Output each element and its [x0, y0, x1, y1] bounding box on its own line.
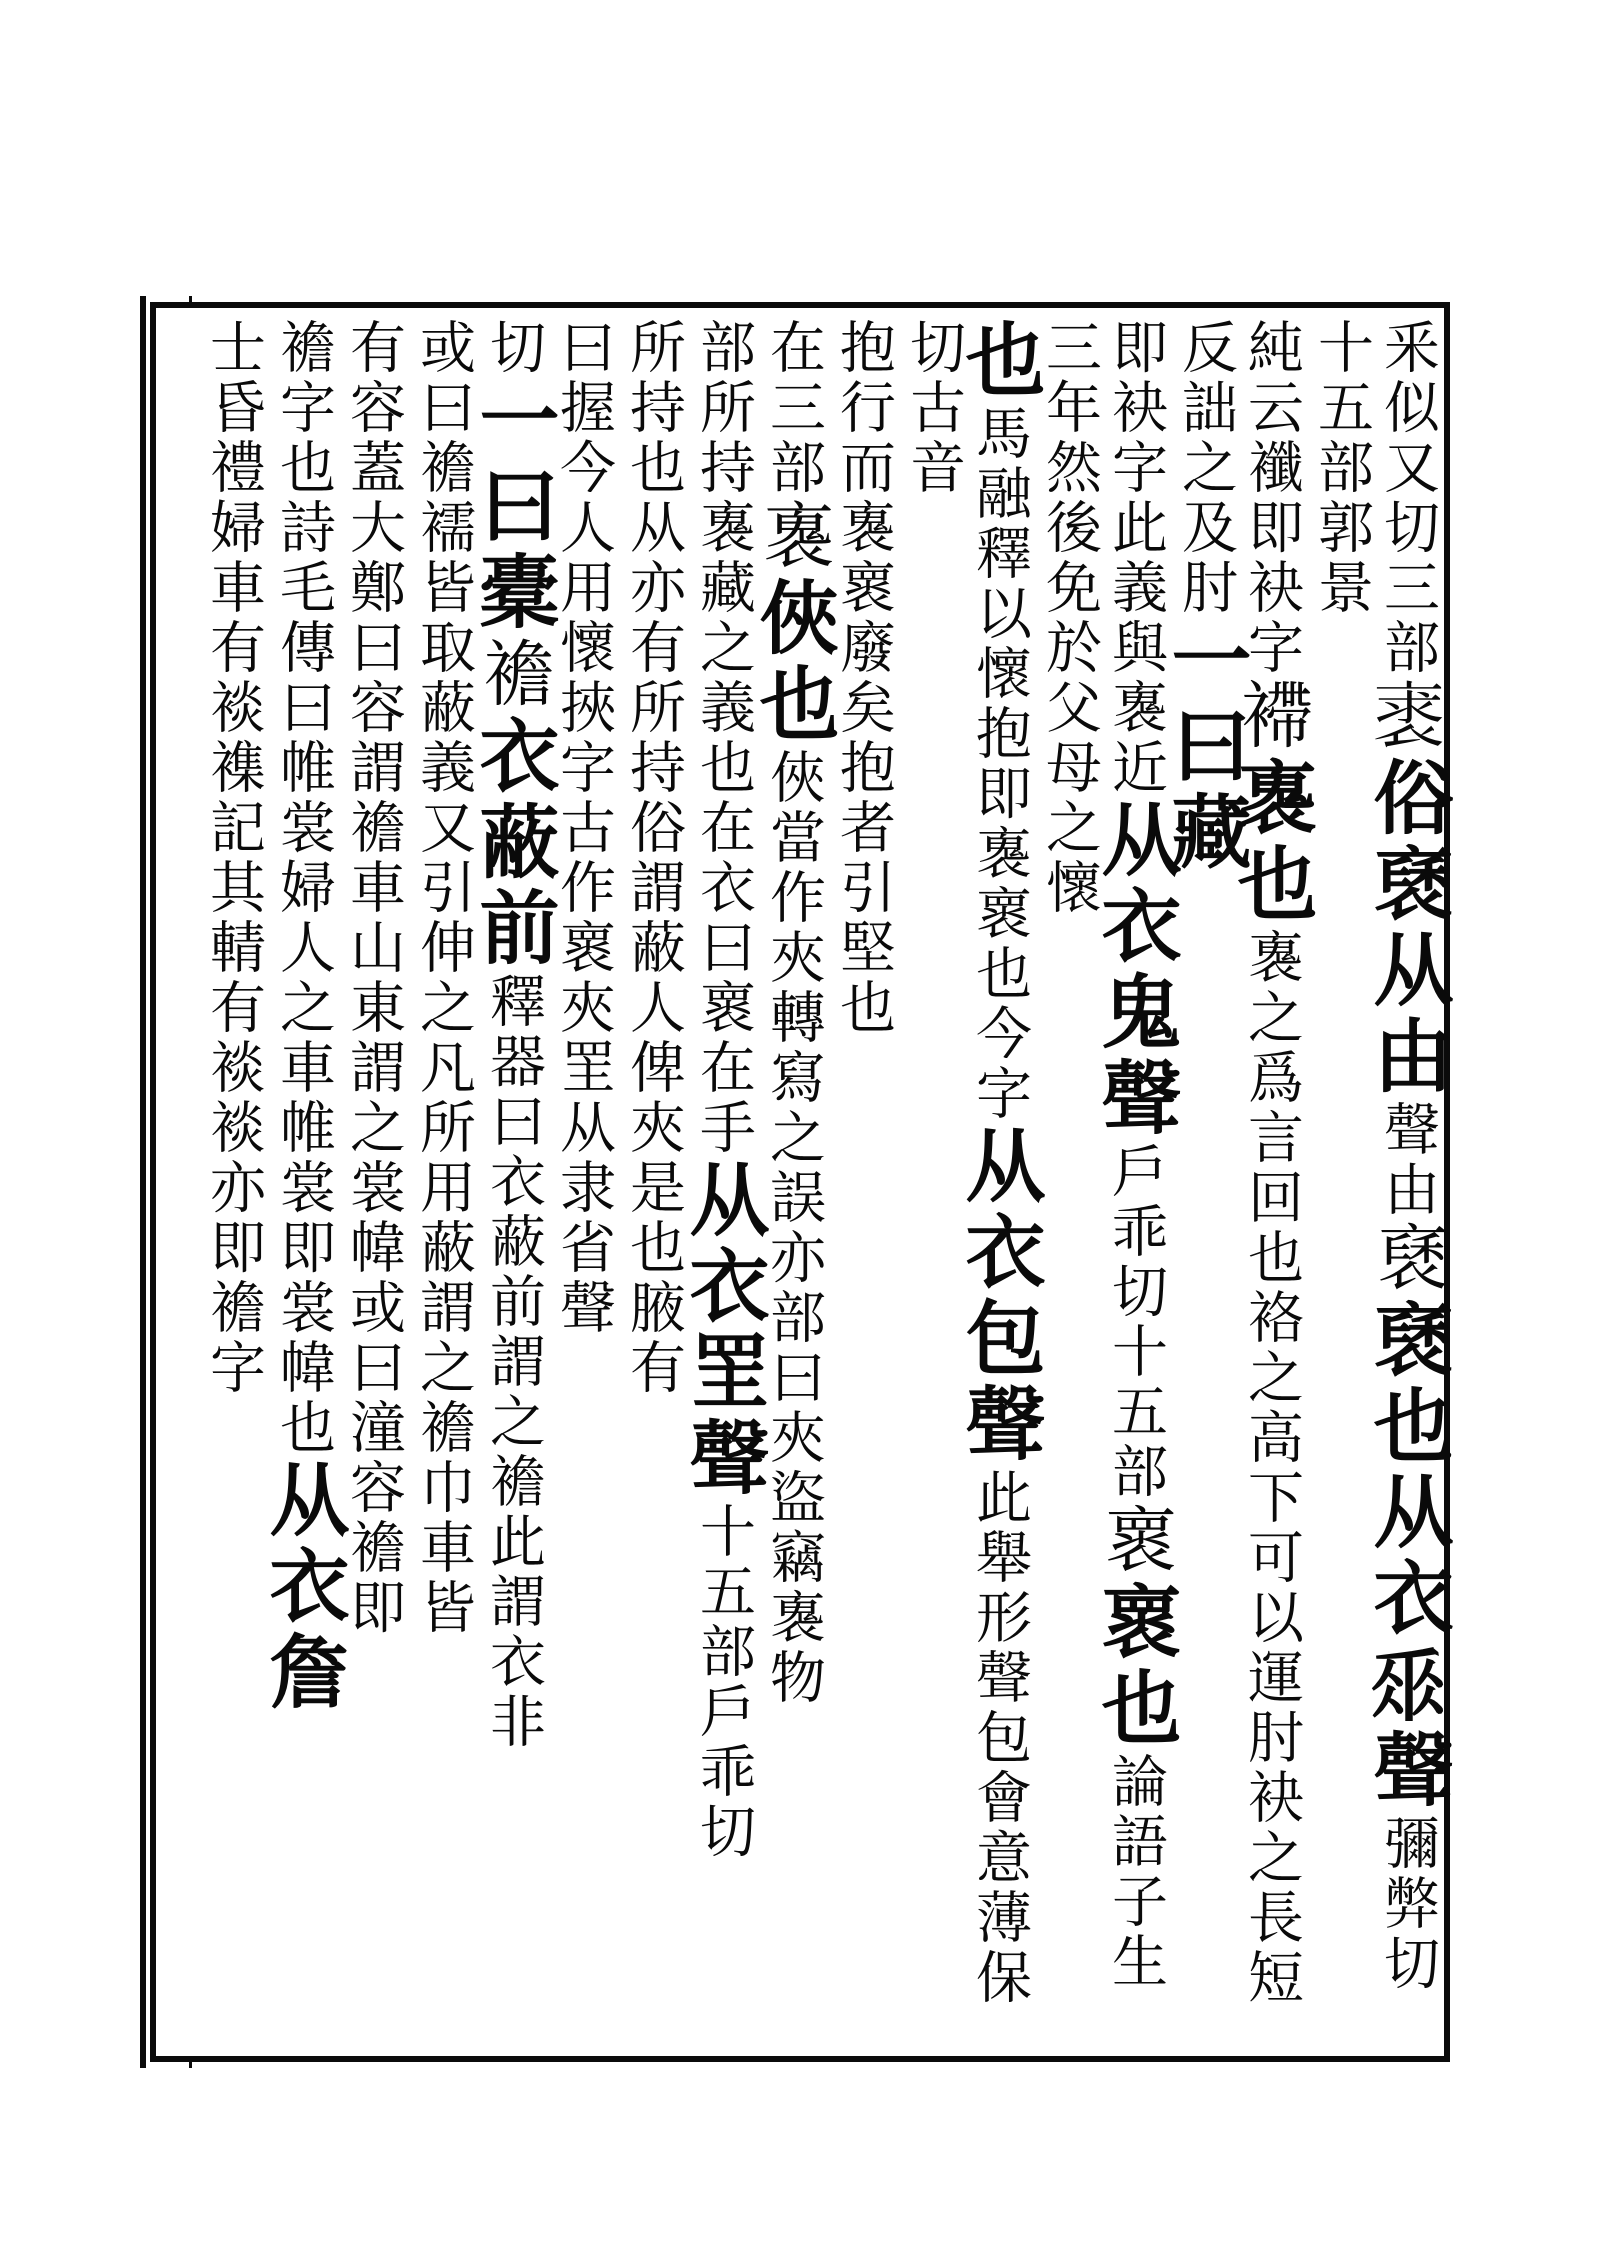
- text-column-4: [900, 318, 1046, 2048]
- commentary-segment: 純云襳即袂字: [1239, 318, 1304, 678]
- commentary-segment: 曰握今人用懷挾字古作褱夾: [551, 318, 616, 1038]
- seal-script-glyph: 褱: [1093, 1502, 1177, 1580]
- commentary-segment: 士昏禮婦車有裧襍記其輤有裧裧亦即襜字: [201, 318, 266, 1398]
- commentary-segment: 抱行而褢褱廢矣抱者引堅也: [831, 318, 896, 1038]
- text-column-12: [340, 318, 406, 2048]
- seal-script-glyph: 褎: [1365, 1220, 1449, 1298]
- text-column-5: [830, 318, 896, 2048]
- commentary-segment: 彌弊切十五部郭景: [1309, 318, 1440, 1994]
- text-column-10: [466, 318, 560, 2048]
- seal-script-glyph: 襜: [471, 636, 555, 714]
- text-columns: [200, 318, 1454, 2048]
- main-text-segment: 褢也: [1224, 756, 1318, 928]
- commentary-segment: 聲由: [1375, 1100, 1440, 1220]
- text-column-6: [746, 318, 840, 2048]
- commentary-segment: 切三部: [1375, 498, 1440, 678]
- commentary-segment: 釆似又: [1375, 318, 1440, 498]
- main-text-segment: 褎也从衣𠂹聲: [1360, 1298, 1454, 1814]
- commentary-segment: 罜从隶省聲: [551, 1038, 616, 1338]
- main-text-segment: 一曰橐: [466, 378, 560, 636]
- commentary-segment: 所持也从亦有所持俗謂蔽人俾夾是也腋有: [621, 318, 686, 1398]
- commentary-segment: 部所持褢藏之義也在衣曰褱在手: [691, 318, 756, 1158]
- commentary-segment: 戶乖切十五部: [1103, 1142, 1168, 1502]
- main-text-segment: 褱也: [1088, 1580, 1182, 1752]
- main-text-segment: 从衣包聲: [952, 1124, 1046, 1468]
- commentary-segment: 有容蓋大鄭曰容謂襜車山東謂之裳幃或曰潼容襜即: [341, 318, 406, 1638]
- commentary-segment: 即袂字此義與褢近: [1103, 318, 1168, 798]
- commentary-segment: 褢之爲言回也袼之高下可以運肘袂之長短反詘之及肘: [1173, 318, 1304, 2008]
- seal-script-glyph: 𧜵: [1229, 678, 1313, 756]
- main-text-segment: 从衣詹: [256, 1458, 350, 1716]
- main-text-segment: 俠也: [746, 576, 840, 748]
- commentary-segment: 俠當作夾轉寫之誤亦部曰夾盜竊褢物: [761, 748, 826, 1708]
- seal-script-glyph: 𧚍: [1365, 678, 1449, 756]
- commentary-segment: 十五部戶乖切: [691, 1502, 756, 1862]
- text-column-9: [550, 318, 616, 2048]
- text-column-2: [1158, 318, 1318, 2048]
- commentary-segment: 釋器曰衣蔽前謂之襜此謂衣非: [481, 972, 546, 1752]
- seal-script-glyph: 褢: [751, 498, 835, 576]
- commentary-segment: 或曰襜襦皆取蔽義又引伸之凡所用蔽謂之襜巾車皆: [411, 318, 476, 1638]
- text-column-13: [256, 318, 350, 2048]
- commentary-segment: 馬融釋以懷抱即褢褱也今字: [967, 404, 1032, 1124]
- commentary-segment: 此舉形聲包會意薄保切古音: [901, 318, 1032, 2008]
- main-text-segment: 也: [952, 318, 1046, 404]
- commentary-segment: 在三部: [761, 318, 826, 498]
- main-text-segment: 一曰藏: [1158, 618, 1252, 876]
- text-column-14: [200, 318, 266, 2048]
- main-text-segment: 从衣鬼聲: [1088, 798, 1182, 1142]
- main-text-segment: 俗褎从由: [1360, 756, 1454, 1100]
- main-text-segment: 从衣罜聲: [676, 1158, 770, 1502]
- commentary-segment: 切: [481, 318, 546, 378]
- commentary-segment: 論語子生三年然後免於父母之懷: [1037, 318, 1168, 1992]
- commentary-segment: 襜字也詩毛傳曰帷裳婦人之車帷裳即裳幃也: [271, 318, 336, 1458]
- main-text-segment: 衣蔽前: [466, 714, 560, 972]
- text-column-3: [1036, 318, 1182, 2048]
- text-column-1: [1308, 318, 1454, 2048]
